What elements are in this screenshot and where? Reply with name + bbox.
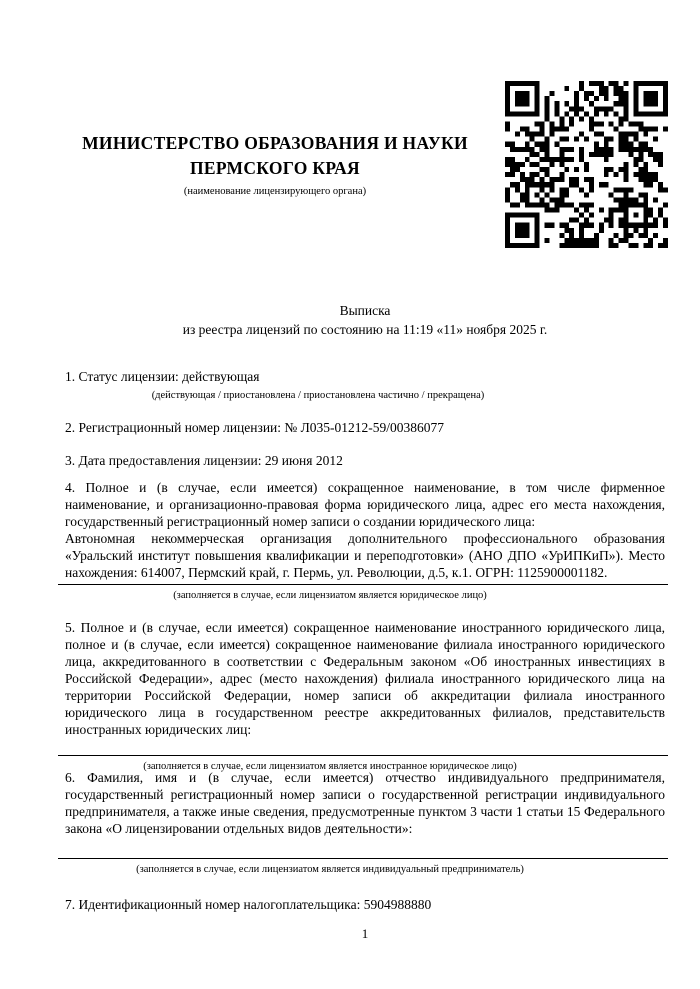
individual-entrepreneur-caption: (заполняется в случае, если лицензиатом является индивидуальный предприниматель) <box>136 864 524 875</box>
individual-entrepreneur-fill-line <box>58 858 668 859</box>
ministry-name-line1: МИНИСТЕРСТВО ОБРАЗОВАНИЯ И НАУКИ <box>82 133 468 153</box>
licensing-authority-caption: (наименование лицензирующего органа) <box>183 186 367 197</box>
taxpayer-number-text: 7. Идентификационный номер налогоплательщика: 5904988880 <box>65 897 432 912</box>
section-license-date <box>65 452 665 469</box>
section-foreign-entity <box>65 619 665 773</box>
section-taxpayer-number <box>65 896 665 913</box>
section-individual-entrepreneur <box>65 769 665 876</box>
legal-entity-caption: (заполняется в случае, если лицензиатом является юридическое лицо) <box>173 590 487 601</box>
legal-entity-fill-line <box>58 584 668 585</box>
foreign-entity-fill-line <box>58 755 668 756</box>
section-legal-entity <box>65 479 665 602</box>
foreign-entity-label: 5. Полное и (в случае, если имеется) сокращенное наименование иностранного юридического лица, полное и (в случае, если имеется) сокращенное наименование филиала иностранного юридического лица, аккредитованного в соответствии с Федеральным законом «Об иностранных инвестициях в Российской Федерации», адрес (место нахождения) филиала иностранного юридического лица на территории Российской Федерации, номер записи об аккредитации филиала иностранного юридического лица в государственном реестре аккредитованных филиалов, представительств иностранных юридических лиц: <box>65 620 665 737</box>
section-registration-number <box>65 419 665 436</box>
legal-entity-value: Автономная некоммерческая организация дополнительного профессионального образования «Уральский институт повышения квалификации и переподготовки» (АНО ДПО «УрИПКиП»). Место нахождения: 614007, Пермский край, г. Пермь, ул. Революции, д.5, к.1. ОГРН: 1125900001182. <box>65 531 665 580</box>
page-number: 1 <box>361 926 369 941</box>
registration-number-text: 2. Регистрационный номер лицензии: № Л035-01212-59/00386077 <box>65 420 445 435</box>
license-status-text: 1. Статус лицензии: действующая <box>65 369 260 384</box>
qr-code-icon <box>505 81 668 248</box>
individual-entrepreneur-label: 6. Фамилия, имя и (в случае, если имеется) отчество индивидуального предпринимателя, государственный регистрационный номер записи о государственной регистрации индивидуального предпринимателя, а также иные сведения, предусмотренные пунктом 3 части 1 статьи 15 Федерального закона «О лицензировании отдельных видов деятельности»: <box>65 770 665 836</box>
document-title-line2: из реестра лицензий по состоянию на 11:19 «11» ноября 2025 г. <box>182 322 548 337</box>
document-title <box>65 301 665 339</box>
licensing-authority-header <box>62 131 488 198</box>
document-title-line1: Выписка <box>339 303 391 318</box>
license-status-options-caption: (действующая / приостановлена / приостановлена частично / прекращена) <box>151 390 485 401</box>
license-date-text: 3. Дата предоставления лицензии: 29 июня 2012 <box>65 453 343 468</box>
legal-entity-label: 4. Полное и (в случае, если имеется) сокращенное наименование, в том числе фирменное наименование, и организационно-правовая форма юридического лица, адрес его места нахождения, государственный регистрационный номер записи о создании юридического лица: <box>65 480 665 529</box>
section-license-status <box>65 368 665 402</box>
ministry-name-line2: ПЕРМСКОГО КРАЯ <box>190 158 360 178</box>
foreign-entity-caption: (заполняется в случае, если лицензиатом является иностранное юридическое лицо) <box>143 761 517 772</box>
